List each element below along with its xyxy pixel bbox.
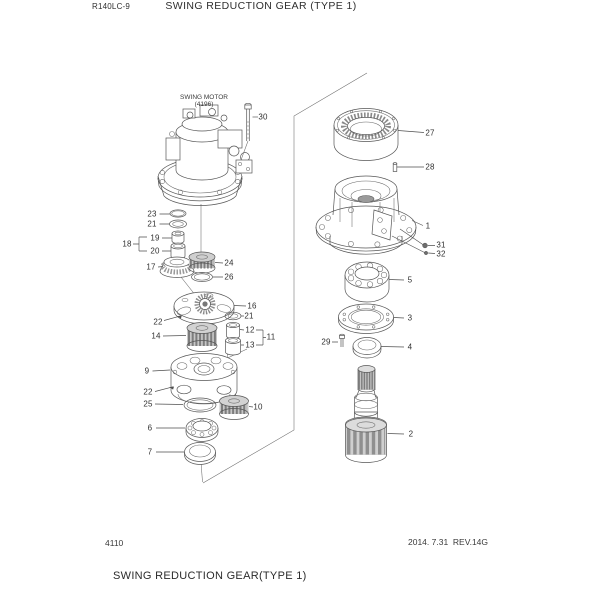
part-label-14: 14	[151, 331, 161, 341]
pin-19	[172, 231, 184, 244]
bearing-6	[186, 419, 218, 442]
part-label-22: 22	[143, 387, 153, 397]
part-label-19: 19	[150, 233, 160, 243]
page-number: 4110	[105, 538, 124, 548]
part-label-6: 6	[147, 423, 153, 433]
plug-32	[424, 251, 427, 254]
figure-caption: SWING REDUCTION GEAR(TYPE 1)	[113, 570, 307, 582]
part-label-21: 21	[147, 219, 157, 229]
part-label-11: 11	[266, 332, 276, 342]
drive-shaft-2	[346, 366, 387, 463]
part-label-28: 28	[425, 162, 435, 172]
part-label-32: 32	[436, 249, 446, 259]
part-label-27: 27	[425, 128, 435, 138]
part-label-18: 18	[122, 239, 132, 249]
snap-ring-23	[170, 210, 186, 217]
part-label-9: 9	[144, 366, 150, 376]
seal-4	[353, 338, 381, 359]
part-label-23: 23	[147, 209, 157, 219]
part-label-31: 31	[436, 240, 446, 250]
coupling-10	[220, 396, 249, 420]
part-label-5: 5	[407, 275, 413, 285]
bolt-30	[241, 103, 251, 160]
part-label-24: 24	[224, 258, 234, 268]
bushing-20	[171, 243, 185, 259]
pin-28	[393, 163, 397, 172]
swing-motor-label-name: SWING MOTOR	[180, 94, 228, 101]
part-label-7: 7	[147, 447, 153, 457]
part-label-4: 4	[407, 342, 413, 352]
bearing-5	[345, 262, 389, 302]
part-label-29: 29	[321, 337, 331, 347]
gear-case-1	[316, 176, 416, 254]
bolt-29	[340, 334, 345, 347]
part-label-2: 2	[408, 429, 414, 439]
washer-21	[170, 220, 187, 228]
part-label-21: 21	[244, 311, 254, 321]
page-title: SWING REDUCTION GEAR (TYPE 1)	[165, 0, 357, 12]
sun-gear-14	[187, 323, 217, 352]
part-label-13: 13	[245, 340, 255, 350]
part-label-16: 16	[247, 301, 257, 311]
model-code: R140LC-9	[92, 2, 131, 11]
part-label-17: 17	[146, 262, 156, 272]
part-label-30: 30	[258, 112, 268, 122]
part-label-12: 12	[245, 325, 255, 335]
part-label-1: 1	[425, 221, 431, 231]
ring-26	[192, 273, 213, 282]
bushing-13	[226, 338, 241, 356]
ring-gear-27	[334, 109, 398, 161]
part-label-22: 22	[153, 317, 163, 327]
swing-motor-drawing	[158, 105, 252, 206]
revision-date: 2014. 7.31 REV.14G	[408, 537, 489, 547]
swing-motor-label	[180, 95, 228, 108]
part-label-20: 20	[150, 246, 160, 256]
part-label-25: 25	[143, 399, 153, 409]
carrier-16	[174, 292, 234, 324]
swing-motor-label-group: (4196)	[194, 100, 214, 108]
part-label-26: 26	[224, 272, 234, 282]
seal-7	[185, 443, 216, 465]
plug-31	[423, 243, 428, 248]
part-label-3: 3	[407, 313, 413, 323]
plate-3	[339, 304, 394, 334]
bushing-12	[227, 322, 240, 338]
part-label-10: 10	[253, 402, 263, 412]
